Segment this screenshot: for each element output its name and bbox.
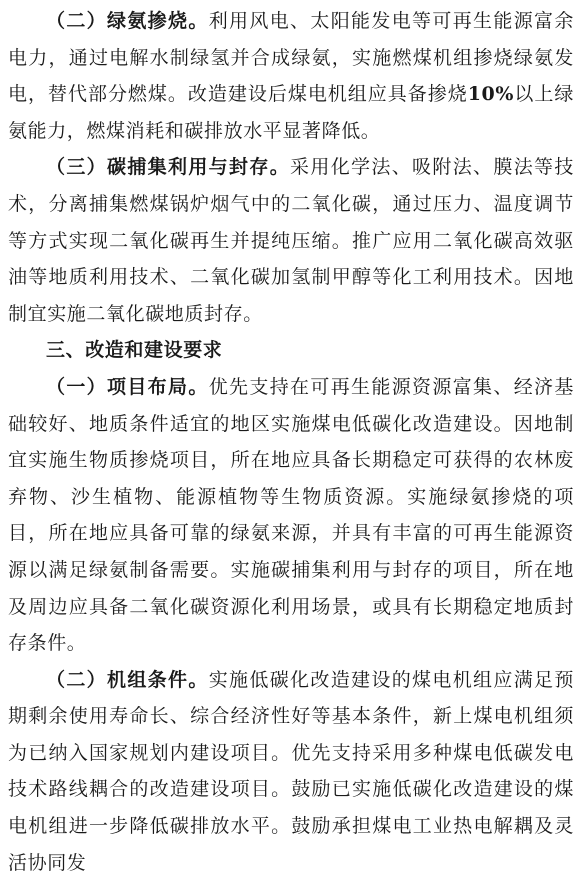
- paragraph-text: 采用化学法、吸附法、膜法等技术，分离捕集燃煤锅炉烟气中的二氧化碳，通过压力、温度调节等方式实现二氧化碳再生并提纯压缩。推广应用二氧化碳高效驱油等地质利用技术、二氧化碳加氢制甲醇等化工利用技术。因地制宜实施二氧化碳地质封存。: [8, 156, 574, 325]
- paragraph-green-ammonia: [8, 3, 574, 149]
- paragraph-lead: （三）碳捕集利用与封存。: [46, 156, 291, 179]
- section-heading: 三、改造和建设要求: [46, 339, 223, 362]
- percentage-value: 10%: [467, 83, 515, 106]
- document-page: [8, 0, 574, 881]
- paragraph-lead: （一）项目布局。: [46, 375, 209, 398]
- paragraph-text: 利用风电、太阳能发电等可再生能源富余电力，通过电解水制绿氢并合成绿氨，实施燃煤机组掺烧绿氨发电，替代部分燃煤。改造建设后煤电机组应具备掺烧: [8, 10, 574, 106]
- paragraph-lead: （二）机组条件。: [46, 668, 209, 691]
- paragraph-ccus: [8, 149, 574, 332]
- paragraph-unit-conditions: [8, 662, 574, 881]
- paragraph-lead: （二）绿氨掺烧。: [46, 10, 209, 32]
- paragraph-text: 以上绿氨能力，燃煤消耗和碳排放水平显著降低。: [8, 83, 574, 142]
- paragraph-text: 优先支持在可再生能源资源富集、经济基础较好、地质条件适宜的地区实施煤电低碳化改造建设。因地制宜实施生物质掺烧项目，所在地应具备长期稳定可获得的农林废弃物、沙生植物、能源植物等生物质资源。实施绿氨掺烧的项目，所在地应具备可靠的绿氨来源，并具有丰富的可再生能源资源以满足绿氨制备需要。实施碳捕集利用与封存的项目，所在地及周边应具备二氧化碳资源化利用场景，或具有长期稳定地质封存条件。: [8, 375, 574, 655]
- paragraph-text: 实施低碳化改造建设的煤电机组应满足预期剩余使用寿命长、综合经济性好等基本条件，新上煤电机组须为已纳入国家规划内建设项目。优先支持采用多种煤电低碳发电技术路线耦合的改造建设项目。鼓励已实施低碳化改造建设的煤电机组进一步降低碳排放水平。鼓励承担煤电工业热电解耦及灵活协同发: [8, 668, 574, 874]
- paragraph-project-layout: [8, 369, 574, 662]
